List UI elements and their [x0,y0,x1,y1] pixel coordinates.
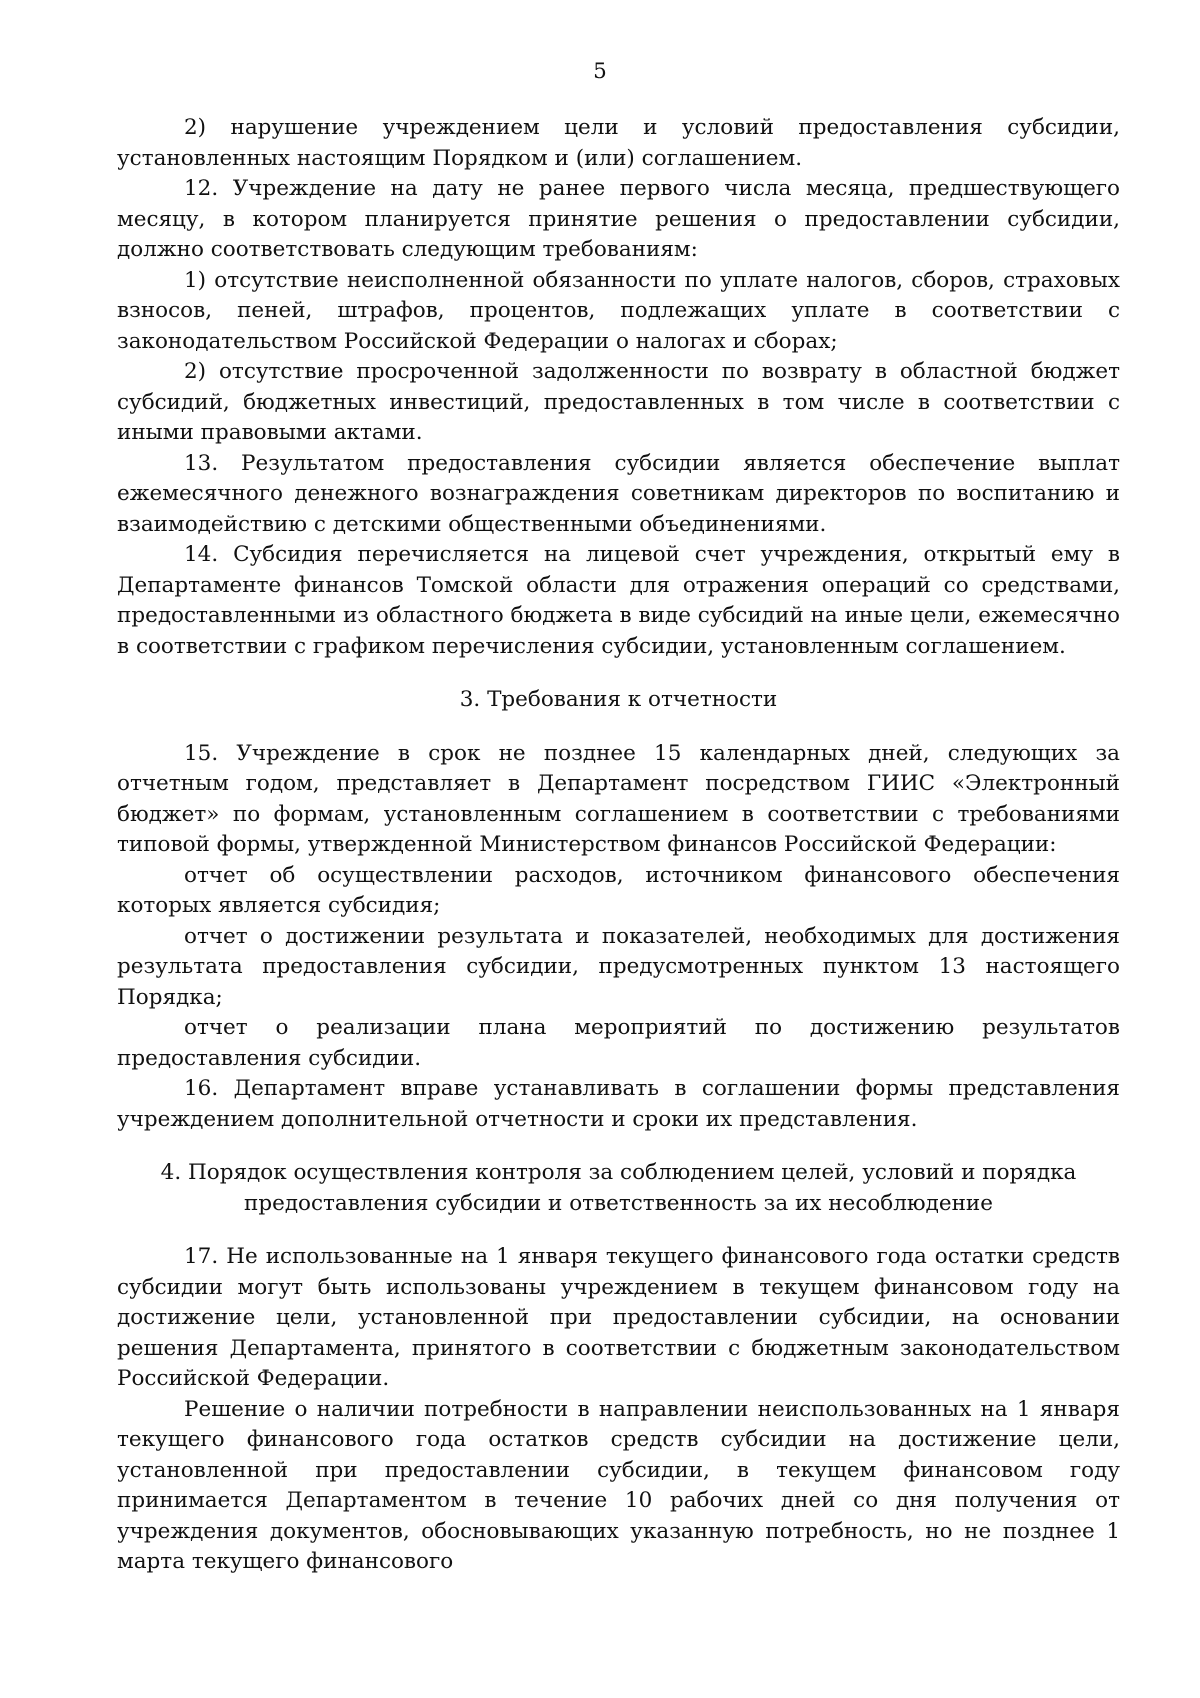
paragraph-13: 13. Результатом предоставления субсидии является обеспечение выплат ежемесячного денежного вознаграждения советникам директоров по воспитанию и взаимодействию с детскими общественными объединениями. [117,450,1120,537]
paragraph-11-2: 2) нарушение учреждением цели и условий предоставления субсидии, установленных настоящим Порядком и (или) соглашением. [117,115,1120,171]
paragraph-15-report-plan: отчет о реализации плана мероприятий по достижению результатов предоставления субсидии. [117,1015,1120,1071]
paragraph-16: 16. Департамент вправе устанавливать в соглашении формы представления учреждением дополнительной отчетности и сроки их представления. [117,1076,1120,1132]
paragraph-17: 17. Не использованные на 1 января текущего финансового года остатки средств субсидии могут быть использованы учреждением в текущем финансовом году на достижение цели, установленной при предоставлении субсидии, на основании решения Департамента, принятого в соответствии с бюджетным законодательством Российской Федерации. [117,1244,1120,1391]
section-heading-3: 3. Требования к отчетности [459,687,778,712]
paragraph-15: 15. Учреждение в срок не позднее 15 календарных дней, следующих за отчетным годом, представляет в Департамент посредством ГИИС «Электронный бюджет» по формам, установленным соглашением в соответствии с требованиями типовой формы, утвержденной Министерством финансов Российской Федерации: [117,740,1120,857]
section-heading-4: 4. Порядок осуществления контроля за соблюдением целей, условий и порядка предоставления субсидии и ответственность за их несоблюдение [160,1160,1077,1216]
paragraph-12-2: 2) отсутствие просроченной задолженности по возврату в областной бюджет субсидий, бюджетных инвестиций, предоставленных в том числе в соответствии с иными правовыми актами. [117,359,1120,445]
paragraph-15-report-expenses: отчет об осуществлении расходов, источником финансового обеспечения которых является субсидия; [117,862,1120,918]
paragraph-17-decision: Решение о наличии потребности в направлении неиспользованных на 1 января текущего финансового года остатков средств субсидии на достижение цели, установленной при предоставлении субсидии, в текущем финансовом году принимается Департаментом в течение 10 рабочих дней со дня получения от учреждения документов, обосновывающих указанную потребность, но не позднее 1 марта текущего финансового [117,1396,1120,1574]
paragraph-14: 14. Субсидия перечисляется на лицевой счет учреждения, открытый ему в Департаменте финансов Томской области для отражения операций со средствами, предоставленными из областного бюджета в виде субсидий на иные цели, ежемесячно в соответствии с графиком перечисления субсидии, установленным соглашением. [117,542,1120,659]
paragraph-12-1: 1) отсутствие неисполненной обязанности по уплате налогов, сборов, страховых взносов, пеней, штрафов, процентов, подлежащих уплате в соответствии с законодательством Российской Федерации о налогах и сборах; [117,267,1120,354]
page-number: 5 [593,59,607,84]
document-body [117,113,1120,1578]
paragraph-15-report-results: отчет о достижении результата и показателей, необходимых для достижения результата предоставления субсидии, предусмотренных пунктом 13 настоящего Порядка; [117,923,1120,1010]
paragraph-12: 12. Учреждение на дату не ранее первого числа месяца, предшествующего месяцу, в котором планируется принятие решения о предоставлении субсидии, должно соответствовать следующим требованиям: [117,176,1120,262]
